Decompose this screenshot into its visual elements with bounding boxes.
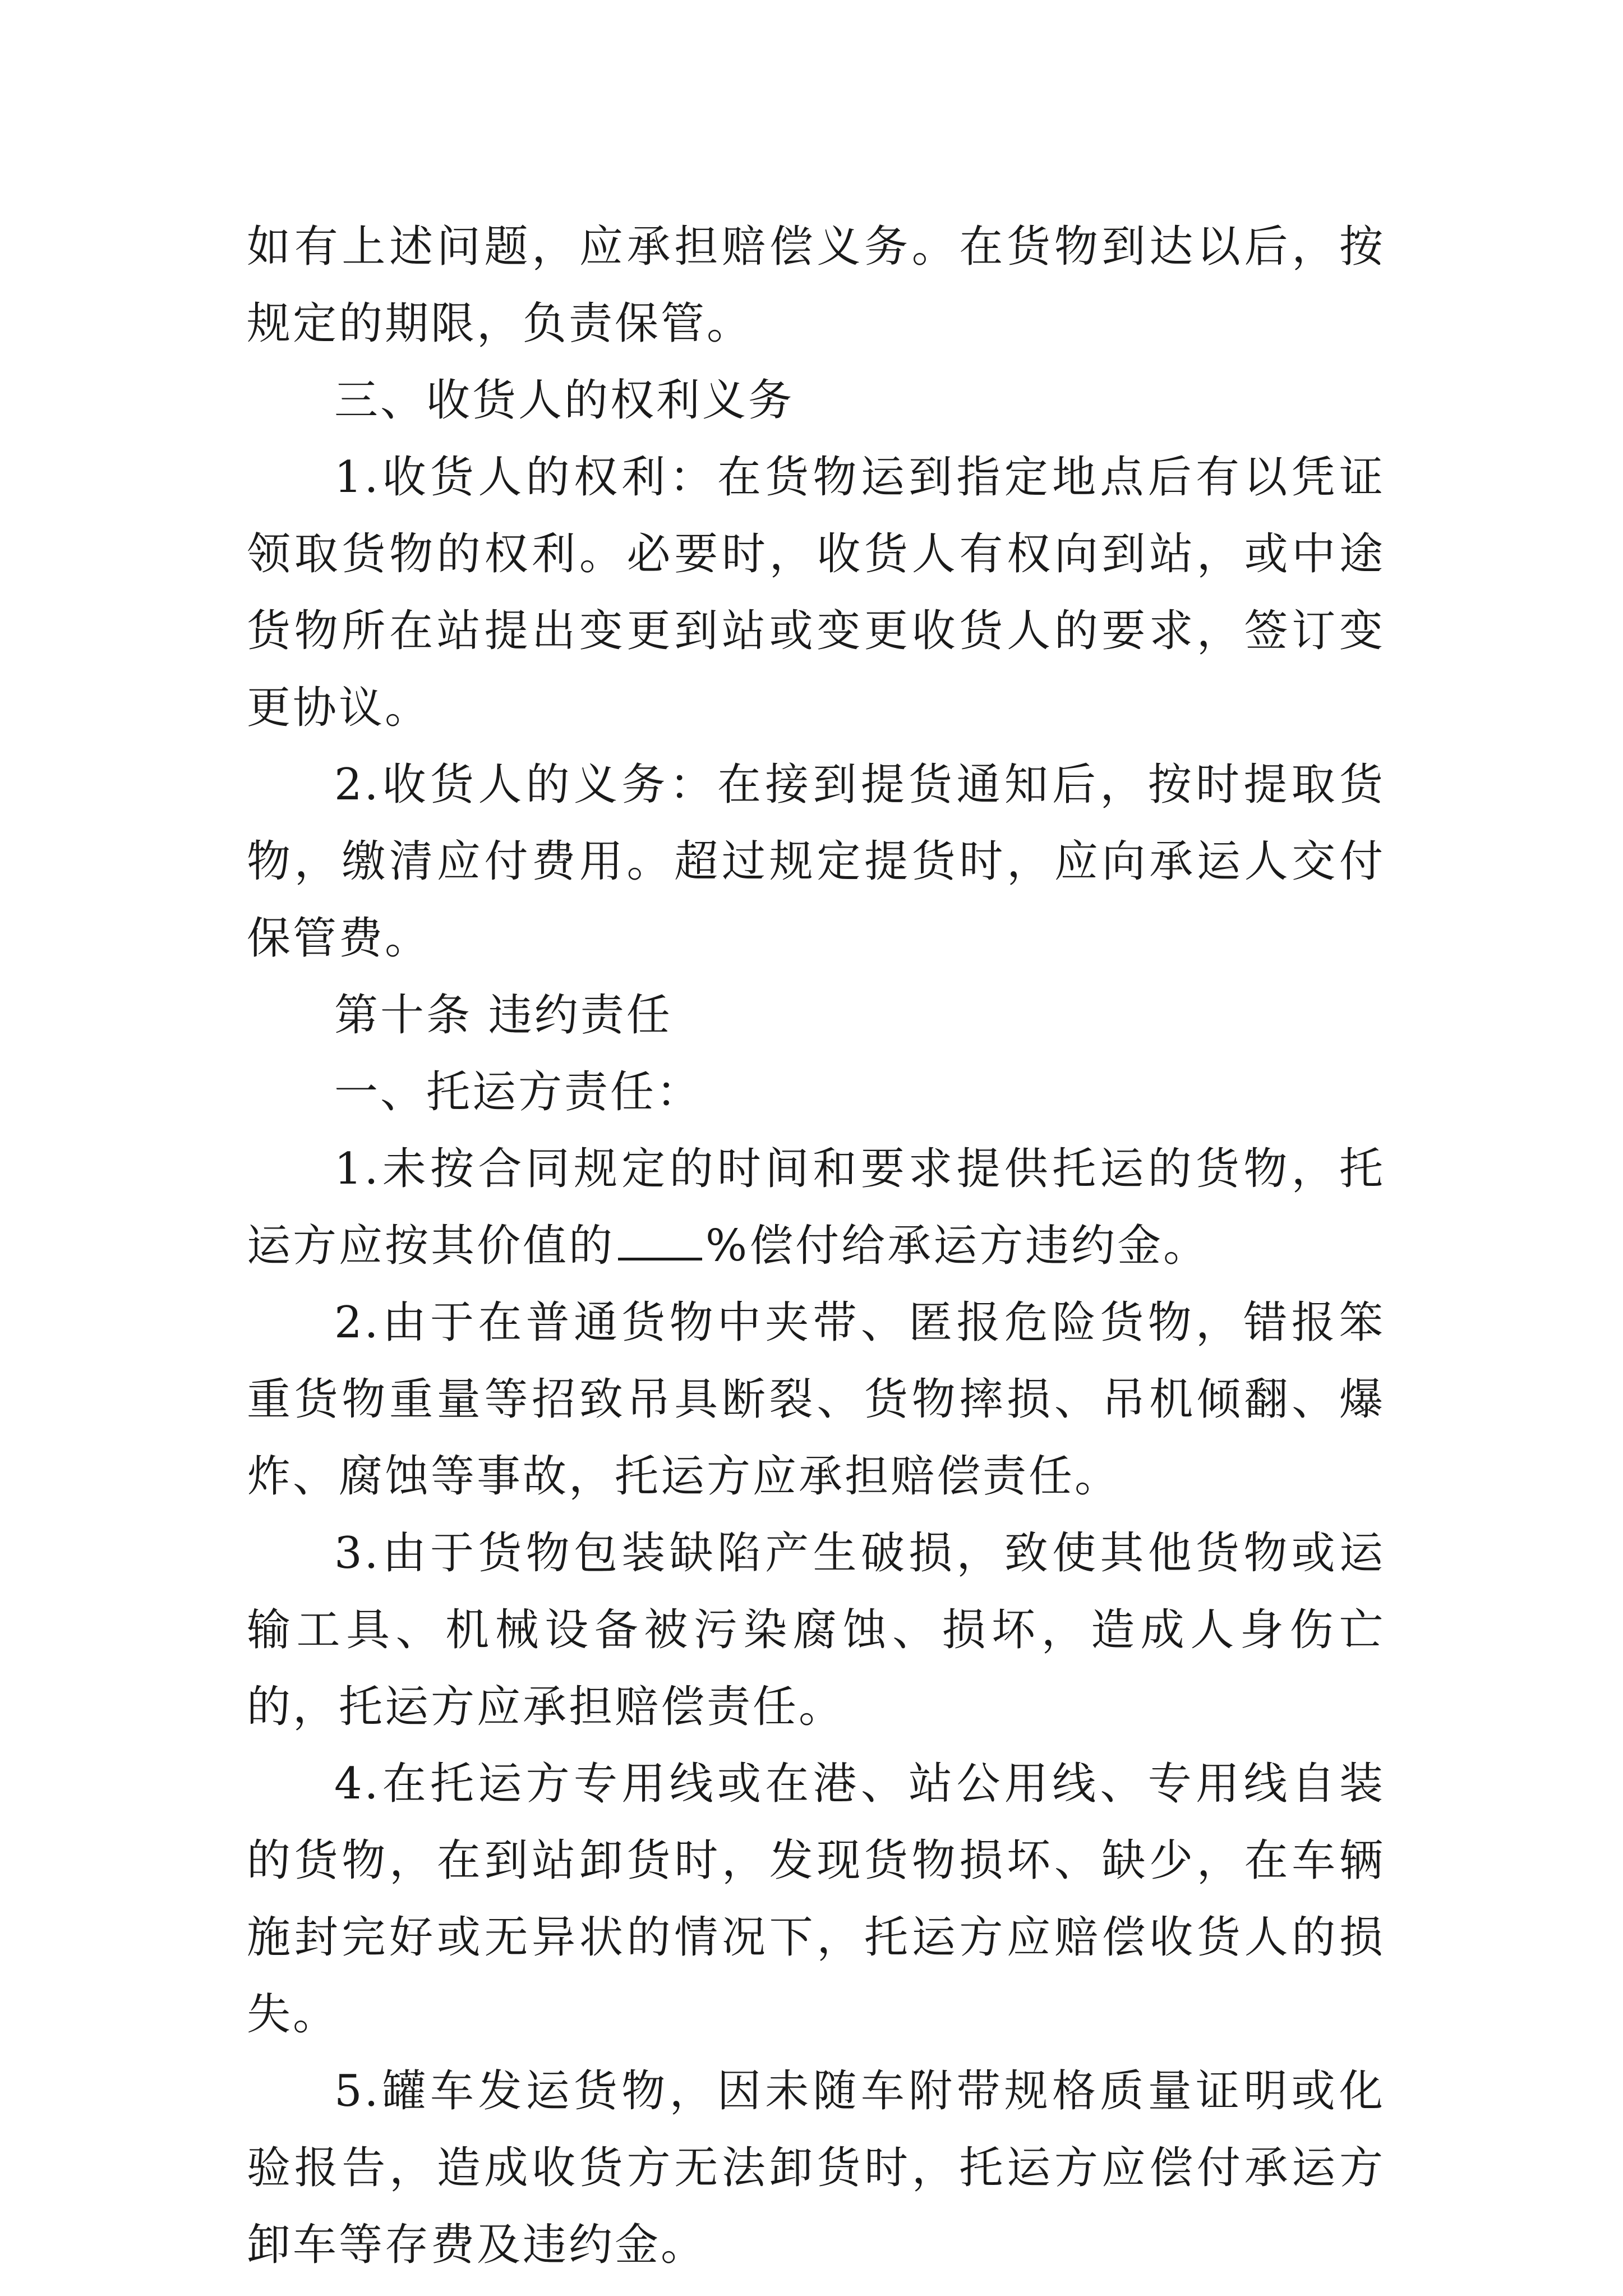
paragraph-shipper-liability-3: 3.由于货物包装缺陷产生破损，致使其他货物或运输工具、机械设备被污染腐蚀、损坏，造成人身伤亡的，托运方应承担赔偿责任。	[247, 1528, 1385, 1732]
paragraph-continuation: 如有上述问题，应承担赔偿义务。在货物到达以后，按规定的期限，负责保管。	[247, 222, 1385, 349]
section-heading-shipper-liability: 一、托运方责任：	[334, 1067, 703, 1117]
article-heading-liability: 第十条 违约责任	[334, 990, 672, 1041]
paragraph-consignee-obligations: 2.收货人的义务：在接到提货通知后，按时提取货物，缴清应付费用。超过规定提货时，应向承运人交付保管费。	[247, 760, 1385, 964]
paragraph-shipper-liability-1	[247, 1131, 1385, 1285]
clause-text-after-blank: %偿付给承运方违约金。	[706, 1221, 1210, 1271]
paragraph-consignee-rights: 1.收货人的权利：在货物运到指定地点后有以凭证领取货物的权利。必要时，收货人有权向到站，或中途货物所在站提出变更到站或变更收货人的要求，签订变更协议。	[247, 452, 1385, 733]
paragraph-shipper-liability-5: 5.罐车发运货物，因未随车附带规格质量证明或化验报告，造成收货方无法卸货时，托运方应偿付承运方卸车等存费及违约金。	[247, 2066, 1385, 2270]
document-body	[247, 209, 1385, 2284]
section-heading-consignee-rights: 三、收货人的权利义务	[334, 375, 795, 426]
paragraph-shipper-liability-2: 2.由于在普通货物中夹带、匿报危险货物，错报笨重货物重量等招致吊具断裂、货物摔损、吊机倾翻、爆炸、腐蚀等事故，托运方应承担赔偿责任。	[247, 1297, 1385, 1502]
fill-in-blank	[618, 1224, 702, 1260]
clause-text-before-blank: 1.未按合同规定的时间和要求提供托运的货物，托运方应按其价值的	[247, 1144, 1385, 1271]
paragraph-shipper-liability-4: 4.在托运方专用线或在港、站公用线、专用线自装的货物，在到站卸货时，发现货物损坏、缺少，在车辆施封完好或无异状的情况下，托运方应赔偿收货人的损失。	[247, 1759, 1385, 2040]
